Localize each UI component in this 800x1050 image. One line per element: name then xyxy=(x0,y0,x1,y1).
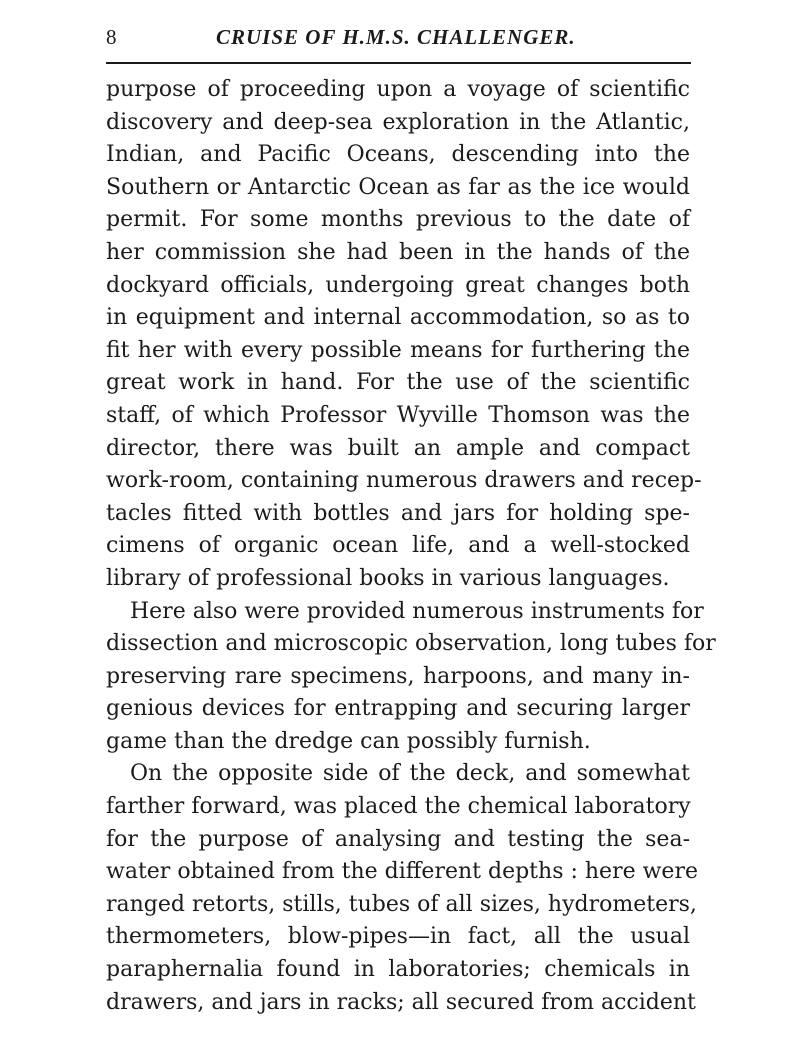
text-line: cimens of organic ocean life, and a well-stocked xyxy=(106,533,690,559)
text-line: Indian, and Pacific Oceans, descending into the xyxy=(106,142,690,168)
text-line: for the purpose of analysing and testing the sea- xyxy=(106,826,690,852)
text-line: in equipment and internal accommodation, so as to xyxy=(106,305,690,331)
text-line: drawers, and jars in racks; all secured from accident xyxy=(106,989,696,1015)
paragraph-start-line: Here also were provided numerous instruments for xyxy=(130,598,704,624)
running-title: CRUISE OF H.M.S. CHALLENGER. xyxy=(216,25,576,49)
text-line: farther forward, was placed the chemical laboratory xyxy=(106,794,691,820)
text-line: director, there was built an ample and compact xyxy=(106,435,690,461)
text-line: fit her with every possible means for furthering the xyxy=(106,337,690,363)
text-line: dockyard officials, undergoing great changes both xyxy=(106,272,690,298)
text-line: preserving rare specimens, harpoons, and many in- xyxy=(106,663,690,689)
text-line: work-room, containing numerous drawers and recep- xyxy=(106,468,702,494)
paragraph-end-line: game than the dredge can possibly furnish. xyxy=(106,728,591,754)
text-line: tacles fitted with bottles and jars for holding spe- xyxy=(106,500,690,526)
text-line: discovery and deep-sea exploration in the Atlantic, xyxy=(106,109,690,135)
text-line: Southern or Antarctic Ocean as far as the ice would xyxy=(106,174,690,200)
paragraph-start-line: On the opposite side of the deck, and somewhat xyxy=(130,761,690,787)
body-text xyxy=(106,74,716,1019)
text-line: her commission she had been in the hands of the xyxy=(106,239,690,265)
page-header xyxy=(106,19,690,55)
text-line: paraphernalia found in laboratories; chemicals in xyxy=(106,957,690,983)
page-number: 8 xyxy=(106,25,117,49)
paragraph-end-line: library of professional books in various languages. xyxy=(106,565,670,591)
text-line: staff, of which Professor Wyville Thomson was the xyxy=(106,402,690,428)
text-line: ranged retorts, stills, tubes of all sizes, hydrometers, xyxy=(106,891,697,917)
text-line: permit. For some months previous to the date of xyxy=(106,207,690,233)
text-line: great work in hand. For the use of the scientific xyxy=(106,370,690,396)
text-line: water obtained from the different depths : here were xyxy=(106,859,698,885)
text-line: thermometers, blow-pipes—in fact, all the usual xyxy=(106,924,690,950)
text-line: dissection and microscopic observation, long tubes for xyxy=(106,631,716,657)
header-rule xyxy=(106,62,691,64)
text-line: genious devices for entrapping and securing larger xyxy=(106,696,690,722)
text-line: purpose of proceeding upon a voyage of scientific xyxy=(106,77,690,102)
